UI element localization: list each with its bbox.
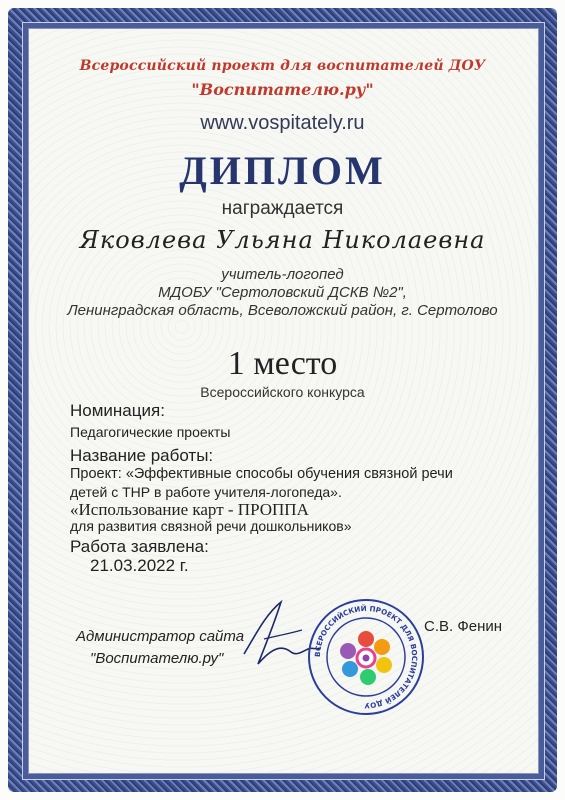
organization-seal: [306, 597, 426, 717]
seal-ring-text: ВСЕРОССИЙСКИЙ ПРОЕКТ ДЛЯ ВОСПИТАТЕЛЕЙ ДОУ: [312, 603, 420, 711]
recipient-location: Ленинградская область, Всеволожский район, г. Сертолово: [67, 302, 498, 319]
recipient-name: Яковлева Ульяна Николаевна: [79, 226, 486, 254]
work-label: Название работы:: [70, 446, 214, 465]
diploma-title: ДИПЛОМ: [179, 148, 386, 193]
colorful-hands-emblem: [340, 631, 392, 685]
submitted-label: Работа заявлена:: [70, 537, 209, 556]
work-title-line-1: Проект: «Эффективные способы обучения связной речи: [70, 466, 453, 482]
recipient-organization: МДОБУ "Сертоловский ДСКВ №2",: [158, 284, 407, 301]
work-title-line-4: для развития связной речи дошкольников»: [70, 518, 352, 534]
project-line: Всероссийский проект для воспитателей ДОУ: [79, 58, 486, 74]
nomination-label: Номинация:: [70, 401, 165, 420]
admin-title: Администратор сайта: [76, 628, 245, 645]
recipient-position: учитель-логопед: [221, 266, 344, 283]
awarded-label: награждается: [221, 198, 344, 219]
project-name: "Воспитателю.ру": [191, 80, 374, 99]
work-title-line-2: детей с ТНР в работе учителя-логопеда».: [70, 484, 342, 500]
admin-site: "Воспитателю.ру": [90, 650, 224, 667]
nomination-value: Педагогические проекты: [70, 424, 231, 440]
place-award: 1 место: [227, 345, 338, 382]
work-title-line-3: «Использование карт - ПРОППА: [70, 500, 309, 519]
submitted-date: 21.03.2022 г.: [90, 556, 189, 575]
contest-name: Всероссийского конкурса: [200, 384, 365, 400]
signer-name: С.В. Фенин: [424, 618, 503, 635]
website-link[interactable]: www.vospitately.ru: [200, 112, 365, 134]
